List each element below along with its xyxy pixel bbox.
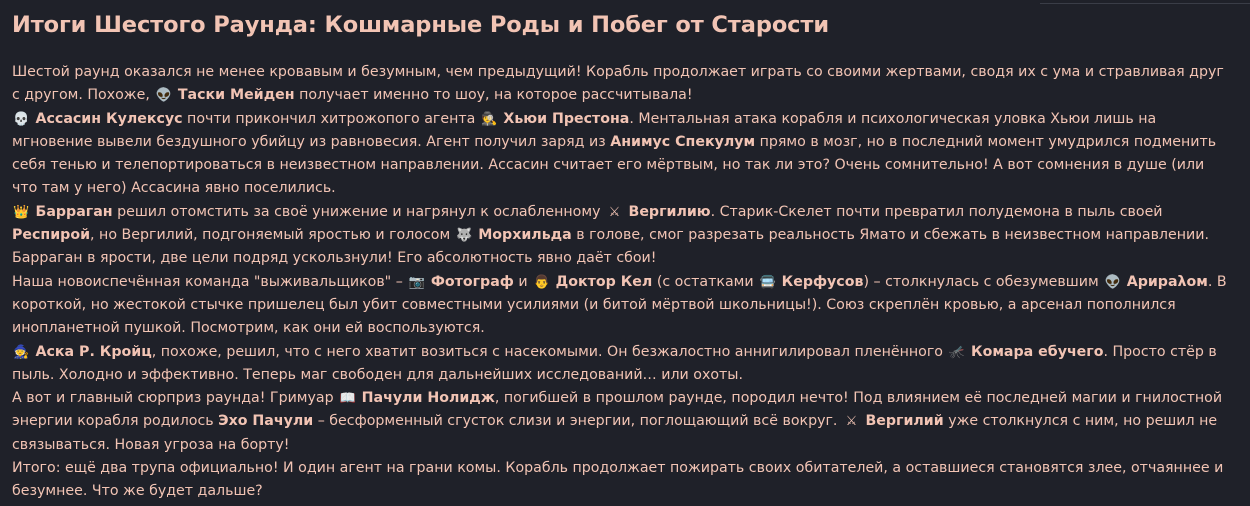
robot-bus-icon: 🚍 (759, 274, 776, 290)
alien-icon: 👽 (155, 88, 172, 104)
intro-paragraph (12, 61, 1230, 108)
mosquito-icon: 🦟 (948, 344, 966, 360)
barragan-paragraph (12, 201, 1230, 271)
paragraph-text: . Ментальная атака корабля и психологическая уловка Хьюи лишь на мгновение вывели бездушного убийцу из равновесия. Агент получил заряд из (12, 110, 1157, 150)
top-edge-divider (1040, 0, 1250, 4)
paragraph-text: прямо в мозг, но в последний момент умудрился подменить себя тенью и телепортироваться в неизвестном направлении. Ассасин считает его мёртвым, но так ли это? Очень сомнительно! А вот сомнения в душе (или что там у него) Ассасина явно поселились. (12, 133, 1217, 197)
paragraph-text: почти прикончил хитрожопого агента (182, 110, 480, 127)
character-name: Вергилию (628, 203, 711, 220)
paragraph-text: уже столкнулся с ним, но решил не связываться. Новая угроза на борту! (12, 413, 1218, 453)
character-name: Вергилий (865, 413, 944, 430)
page-title: Итоги Шестого Раунда: Кошмарные Роды и Побег от Старости (12, 12, 830, 38)
skull-icon: 💀 (13, 111, 30, 127)
character-name: Эхо Пачули (218, 413, 314, 430)
paragraph-text: , похоже, решил, что с него хватит возиться с насекомыми. Он безжалостно аннигилировал пленённого (151, 343, 948, 360)
paragraph-text: и (513, 273, 533, 290)
character-name: Ассасин Кулексус (35, 110, 183, 127)
crossed-swords-icon: ⚔ (845, 414, 858, 430)
character-name: Таски Мейден (177, 87, 295, 104)
alien-icon: 👽 (1104, 274, 1121, 290)
paragraph-text: в голове, смог разрезать реальность Ямато и сбежать в неизвестном направлении. Барраган в ярости, две цели подряд ускользнули! Его абсолютность явно даёт сбои! (12, 227, 1209, 267)
character-name: Морхильда (478, 227, 572, 244)
paragraph-text: Наша новоиспечённая команда "выживальщиков" – (12, 273, 408, 290)
character-name: Арираλом (1126, 273, 1208, 290)
paragraph-text: А вот и главный сюрприз раунда! Гримуар (12, 390, 339, 407)
aska-paragraph (12, 341, 1230, 388)
character-name: Барраган (35, 203, 113, 220)
crown-icon: 👑 (13, 204, 30, 220)
doctor-icon: 👨 (533, 274, 550, 290)
summary-paragraph (12, 457, 1230, 504)
camera-icon: 📷 (408, 274, 425, 290)
detective-icon: 🕵 (481, 111, 498, 127)
paragraph-text: Шестой раунд оказался не менее кровавым и безумным, чем предыдущий! Корабль продолжает играть со своими жертвами, сводя их с ума и стравливая друг с другом. Похоже, (12, 64, 1224, 104)
book-icon: 📖 (339, 391, 356, 407)
character-name: Пачули Нолидж (361, 390, 495, 407)
paragraph-text: . В короткой, но жестокой стычке пришелец был убит совместными усилиями (и битой мёртвой школьницы!). Союз скреплён кровью, а арсенал пополнился инопланетной пушкой. Посмотрим, как они ей воспользуются. (12, 273, 1227, 337)
wolf-icon: 🐺 (456, 228, 473, 244)
survivors-paragraph (12, 271, 1230, 341)
paragraph-text: , но Вергилий, подгоняемый яростью и голосом (90, 227, 455, 244)
character-name: Комара ебучего (970, 343, 1104, 360)
paragraph-text: ) – столкнулась с обезумевшим (863, 273, 1104, 290)
character-name: Керфусов (781, 273, 864, 290)
character-name: Доктор Кел (555, 273, 653, 290)
paragraph-text: – бесформенный сгусток слизи и энергии, поглощающий всё вокруг. (313, 413, 842, 430)
paragraph-text: , погибшей в прошлом раунде, породил нечто! Под влиянием её последней магии и гнилостной энергии корабля родилось (12, 390, 1223, 430)
item-name: Респирой (12, 227, 91, 244)
paragraph-text: . Старик-Скелет почти превратил полудемона в пыль своей (710, 203, 1163, 220)
paragraph-text: . Просто стёр в пыль. Холодно и эффективно. Теперь маг свободен для дальнейших исследований… или охоты. (12, 343, 1217, 383)
paragraph-text: (с остатками (652, 273, 759, 290)
grimoire-paragraph (12, 387, 1230, 457)
character-name: Аска Р. Кройц (35, 343, 152, 360)
assassin-paragraph (12, 108, 1230, 201)
character-name: Хьюи Престона (503, 110, 630, 127)
mage-icon: 🧙 (13, 344, 30, 360)
round-summary-article (12, 8, 1230, 504)
item-name: Анимус Спекулум (610, 133, 756, 150)
character-name: Фотограф (430, 273, 514, 290)
paragraph-text: получает именно то шоу, на которое рассчитывала! (294, 87, 693, 104)
paragraph-text: Итого: ещё два трупа официально! И один агент на грани комы. Корабль продолжает пожирать своих обитателей, а оставшиеся становятся злее, отчаяннее и безумнее. Что же будет дальше? (12, 460, 1224, 500)
paragraph-text: решил отомстить за своё унижение и нагрянул к ослабленному (112, 203, 605, 220)
crossed-swords-icon: ⚔ (608, 204, 621, 220)
